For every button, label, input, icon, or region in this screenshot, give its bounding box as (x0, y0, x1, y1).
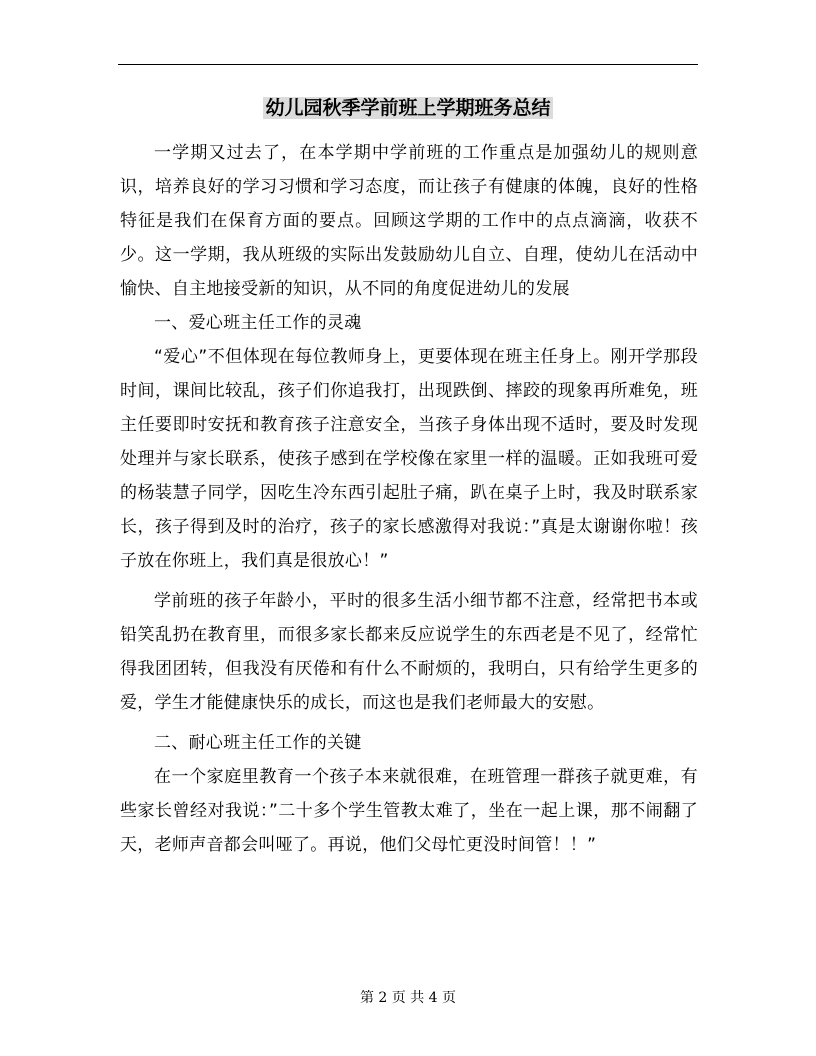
paragraph-care: 学前班的孩子年龄小，平时的很多生活小细节都不注意，经常把书本或铅笑乱扔在教育里，而很多家长都来反应说学生的东西老是不见了，经常忙得我团团转，但我没有厌倦和有什么不耐烦的，我明白，只有给学生更多的爱，学生才能健康快乐的成长，而这也是我们老师最大的安慰。 (120, 591, 698, 713)
section-heading-love: 一、爱心班主任工作的灵魂 (154, 313, 362, 333)
header-rule (118, 64, 698, 65)
document-body (120, 136, 698, 862)
paragraph-love: “爱心”不但体现在每位教师身上，更要体现在班主任身上。刚开学那段时间，课间比较乱，孩子们你追我打，出现跌倒、摔跤的现象再所难免，班主任要即时安抚和教育孩子注意安全，当孩子身体出现不适时，要及时发现处理并与家长联系，使孩子感到在学校像在家里一样的温暖。正如我班可爱的杨装慧子同学，因吃生冷东西引起肚子痛，趴在桌子上时，我及时联系家长，孩子得到及时的治疗，孩子的家长感激得对我说：”真是太谢谢你啦！孩子放在你班上，我们真是很放心！” (120, 347, 698, 571)
section-heading-patience: 二、耐心班主任工作的关键 (154, 733, 362, 753)
page-number: 第 2 页 共 4 页 (359, 990, 457, 1006)
document-title (0, 94, 816, 122)
document-title-text: 幼儿园秋季学前班上学期班务总结 (265, 97, 551, 119)
paragraph-patience: 在一个家庭里教育一个孩子本来就很难，在班管理一群孩子就更难，有些家长曾经对我说：”二十多个学生管教太难了，坐在一起上课，那不闹翻了天，老师声音都会叫哑了。再说，他们父母忙更没时间管！！” (120, 767, 698, 855)
paragraph-intro: 一学期又过去了，在本学期中学前班的工作重点是加强幼儿的规则意识，培养良好的学习习惯和学习态度，而让孩子有健康的体魄，良好的性格特征是我们在保育方面的要点。回顾这学期的工作中的点点滴滴，收获不少。这一学期，我从班级的实际出发鼓励幼儿自立、自理，使幼儿在活动中愉快、自主地接受新的知识，从不同的角度促进幼儿的发展 (120, 143, 698, 299)
